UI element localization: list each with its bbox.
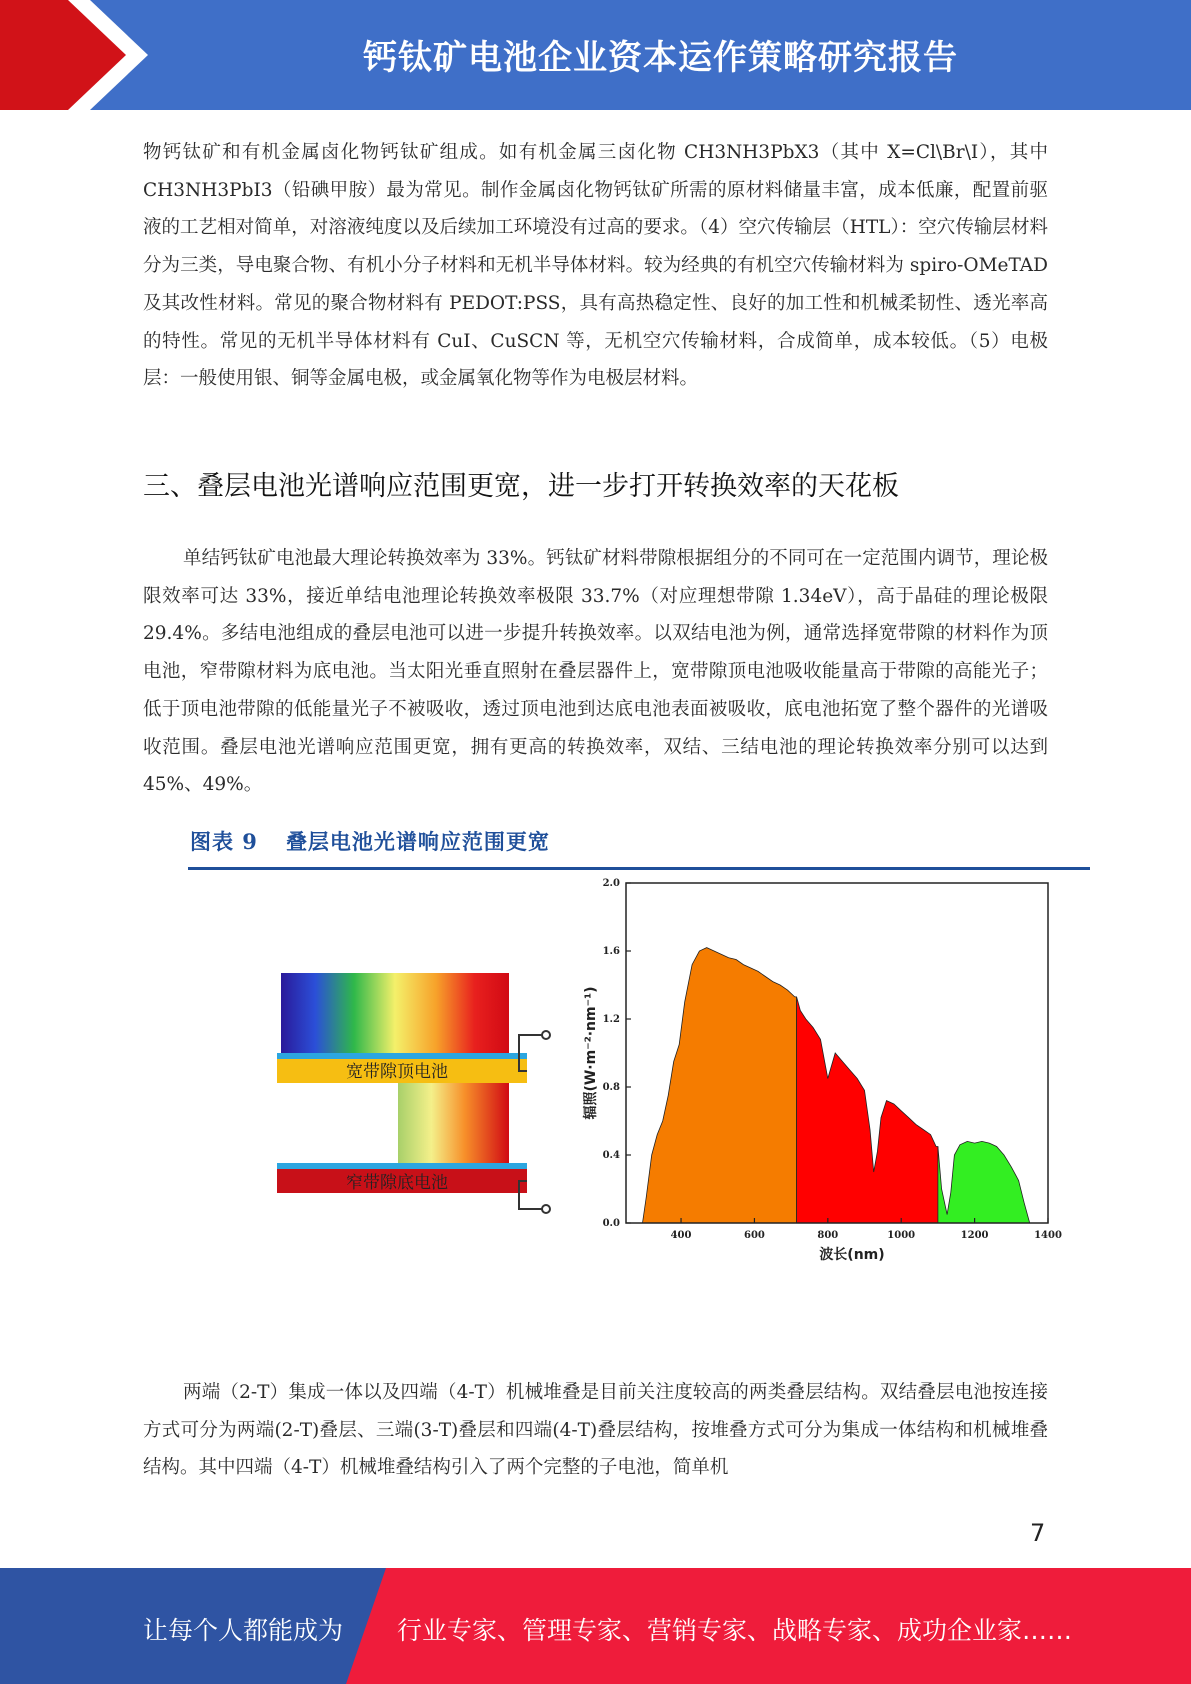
- series-area-3: [938, 1141, 1030, 1223]
- figure-number: 图表 9: [190, 829, 258, 854]
- body-paragraph-3: 两端（2-T）集成一体以及四端（4-T）机械堆叠是目前关注度较高的两类叠层结构。双结叠层电池按连接方式可分为两端(2-T)叠层、三端(3-T)叠层和四端(4-T)叠层结构，按堆叠方式可分为集成一体结构和机械堆叠结构。其中四端（4-T）机械堆叠结构引入了两个完整的子电池，简单机: [143, 1382, 1048, 1479]
- body-paragraph-2: 单结钙钛矿电池最大理论转换效率为 33%。钙钛矿材料带隙根据组分的不同可在一定范围内调节，理论极限效率可达 33%，接近单结电池理论转换效率极限 33.7%（对应理想带隙 1.34eV），高于晶硅的理论极限 29.4%。多结电池组成的叠层电池可以进一步提升转换效率。以双结电池为例，通常选择宽带隙的材料作为顶电池，窄带隙材料为底电池。当太阳光垂直照射在叠层器件上，宽带隙顶电池吸收能量高于带隙的高能光子；低于顶电池带隙的低能量光子不被吸收，透过顶电池到达底电池表面被吸收，底电池拓宽了整个器件的光谱吸收范围。叠层电池光谱响应范围更宽，拥有更高的转换效率，双结、三结电池的理论转换效率分别可以达到 45%、49%。: [143, 548, 1048, 796]
- y-tick-label: 2.0: [602, 878, 620, 889]
- body-paragraph-1: 物钙钛矿和有机金属卤化物钙钛矿组成。如有机金属三卤化物 CH3NH3PbX3（其中 X=Cl\Br\I），其中 CH3NH3PbI3（铅碘甲胺）最为常见。制作金属卤化物钙钛矿所需的原材料储量丰富，成本低廉，配置前驱液的工艺相对简单，对溶液纯度以及后续加工环境没有过高的要求。（4）空穴传输层（HTL）：空穴传输层材料分为三类，导电聚合物、有机小分子材料和无机半导体材料。较为经典的有机空穴传输材料为 spiro-OMeTAD 及其改性材料。常见的聚合物材料有 PEDOT:PSS，具有高热稳定性、良好的加工性和机械柔韧性、透光率高的特性。常见的无机半导体材料有 CuI、CuSCN 等，无机空穴传输材料，合成简单，成本较低。（5）电极层：一般使用银、铜等金属电极，或金属氧化物等作为电极层材料。: [143, 142, 1048, 390]
- figure-caption: [190, 826, 578, 856]
- x-axis-title: 波长(nm): [819, 1247, 885, 1263]
- page-number: 7: [1030, 1519, 1046, 1547]
- top-cell-label: 宽带隙顶电池: [346, 1062, 448, 1082]
- section-heading: 三、叠层电池光谱响应范围更宽，进一步打开转换效率的天花板: [143, 471, 899, 502]
- series-area-2: [797, 997, 938, 1223]
- y-tick-label: 0.4: [602, 1150, 620, 1161]
- y-axis-title: 辐照(W·m⁻²·nm⁻¹): [583, 986, 599, 1120]
- y-tick-label: 0.0: [602, 1218, 620, 1229]
- page-footer: [0, 1568, 1191, 1684]
- y-tick-label: 1.2: [602, 1014, 620, 1025]
- x-tick-label: 600: [743, 1230, 765, 1241]
- figure-graphic: [0, 870, 1191, 1270]
- bottom-cell-contact: [277, 1163, 527, 1169]
- y-tick-label: 1.6: [602, 946, 620, 957]
- x-tick-label: 400: [670, 1230, 692, 1241]
- footer-slogan-right: 行业专家、管理专家、营销专家、战略专家、成功企业家……: [397, 1616, 1073, 1645]
- report-title: 钙钛矿电池企业资本运作策略研究报告: [363, 38, 958, 78]
- x-tick-label: 800: [817, 1230, 839, 1241]
- x-tick-label: 1400: [1034, 1230, 1062, 1241]
- x-tick-label: 1200: [960, 1230, 989, 1241]
- x-tick-label: 1000: [887, 1230, 916, 1241]
- irradiance-chart: [582, 878, 1062, 1263]
- page-header: [0, 0, 1191, 110]
- transmitted-spectrum: [398, 1083, 509, 1163]
- y-tick-label: 0.8: [602, 1082, 620, 1093]
- bottom-cell-label: 窄带隙底电池: [346, 1173, 448, 1193]
- bottom-terminal-icon: [542, 1205, 550, 1213]
- incident-spectrum: [281, 973, 509, 1055]
- top-terminal-icon: [542, 1031, 550, 1039]
- figure-title: 叠层电池光谱响应范围更宽: [285, 829, 550, 854]
- irradiance-series: [643, 948, 1030, 1223]
- top-cell-contact: [277, 1053, 527, 1059]
- footer-slogan-left: 让每个人都能成为: [143, 1616, 344, 1645]
- series-area-1: [643, 948, 797, 1223]
- tandem-cell-diagram: [277, 973, 550, 1213]
